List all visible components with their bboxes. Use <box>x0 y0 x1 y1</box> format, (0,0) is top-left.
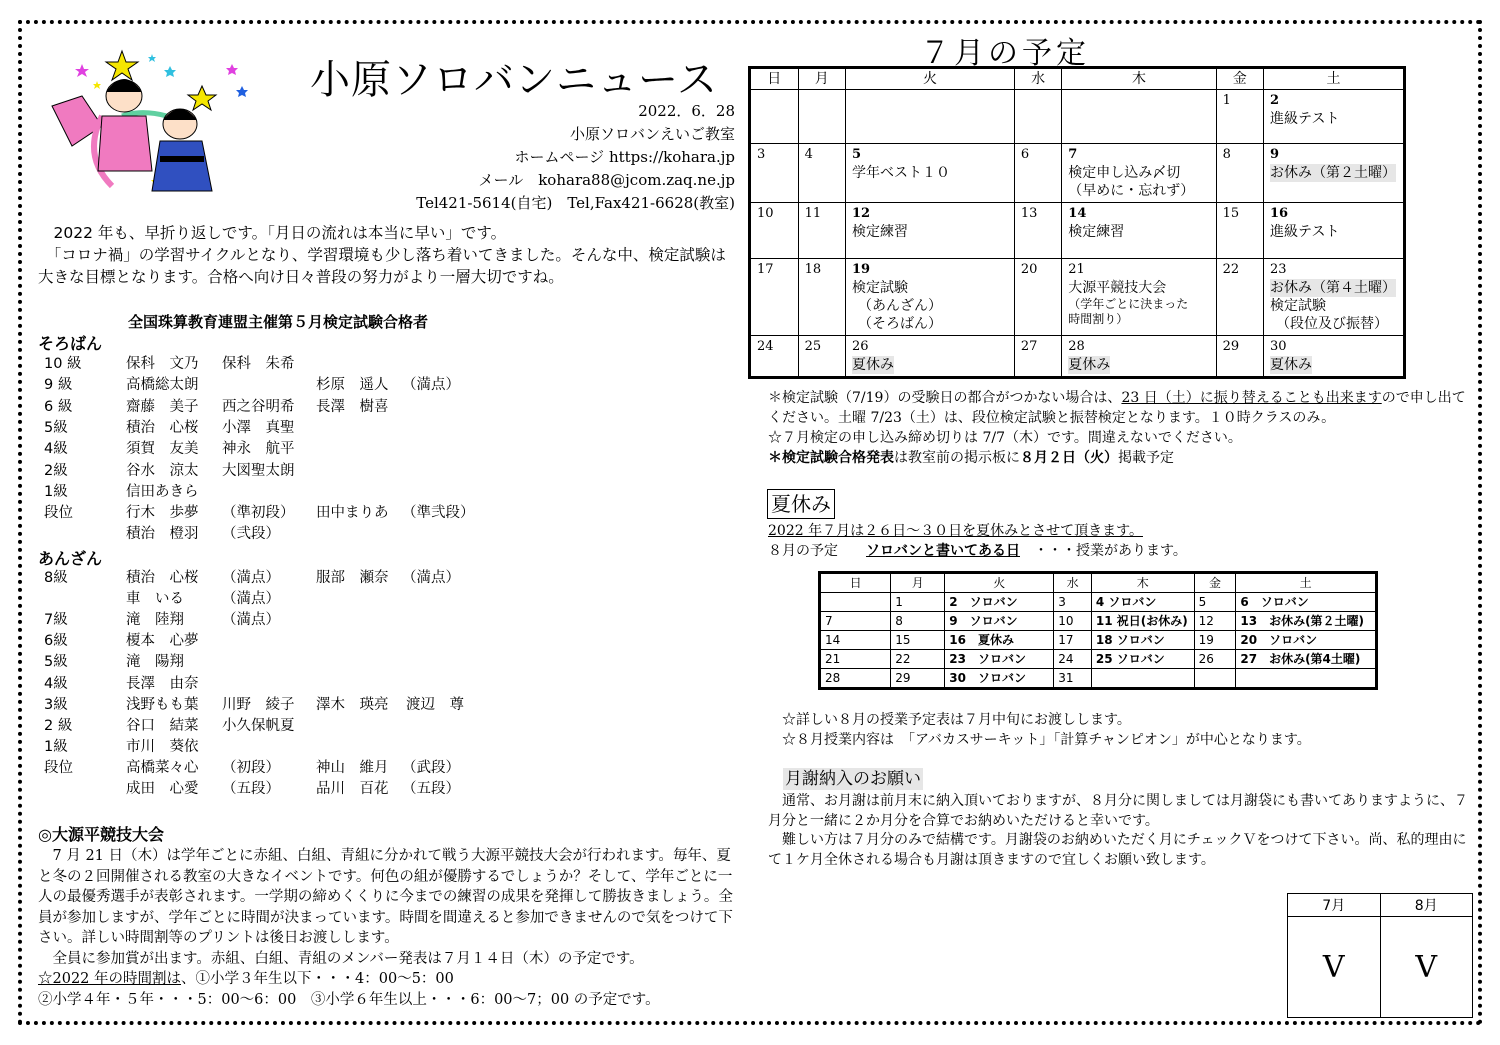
july-day-number: 8 <box>1222 147 1231 162</box>
august-day-cell: 11 祝日(お休み) <box>1091 612 1194 631</box>
fee-title: 月謝納入のお願い <box>785 769 921 789</box>
phone-numbers: Tel421-5614(自宅) Tel,Fax421-6628(教室) <box>416 194 735 212</box>
event-text <box>38 846 738 1010</box>
passer-cell: 保科 朱希 <box>222 356 295 372</box>
august-day-cell: 4 ソロバン <box>1091 593 1194 612</box>
check-mark-august: V <box>1380 917 1473 1018</box>
exam-notes <box>768 388 1468 468</box>
passer-cell: 澤木 瑛亮 <box>316 696 389 713</box>
passer-cell: 榎本 心夢 <box>126 633 199 650</box>
july-event: 検定練習 <box>1068 224 1125 240</box>
july-day-cell <box>845 90 1014 144</box>
august-day-cell: 15 <box>891 631 945 650</box>
july-day-cell <box>1062 259 1216 336</box>
july-day-number: 21 <box>1068 262 1085 277</box>
july-weekday-header: 日 <box>750 68 799 90</box>
july-day-cell <box>1014 336 1061 378</box>
august-day-cell: 8 <box>891 612 945 631</box>
july-day-number: 14 <box>1068 206 1087 221</box>
july-day-cell <box>798 144 845 203</box>
passer-cell: 服部 瀬奈 <box>316 570 389 586</box>
passer-cell: 須賀 友美 <box>126 441 199 458</box>
july-day-cell <box>1062 336 1216 378</box>
august-day-cell <box>1194 669 1236 689</box>
july-day-number: 27 <box>1020 339 1038 354</box>
star-icon <box>188 86 216 110</box>
summer-title: 夏休み <box>767 489 835 519</box>
passer-cell: 車 いる <box>126 591 184 608</box>
august-day-cell: 14 <box>820 631 891 650</box>
july-day-cell <box>845 259 1014 336</box>
august-day-cell: 30 ソロバン <box>945 669 1054 689</box>
july-event: 検定申し込み〆切 <box>1068 165 1181 181</box>
star-icon <box>106 51 138 80</box>
july-day-number: 6 <box>1020 147 1030 162</box>
fee-paragraph: 通常、お月謝は前月末に納入頂いておりますが、８月分に関しましては月謝袋にも書いてありますように、７月分と一緒に２か月分を合算でお納めいただけると幸いです。 <box>768 793 1468 829</box>
july-day-cell <box>845 144 1014 203</box>
exam-note-3: ＊検定試験合格発表は教室前の掲示板に８月２日（火）掲載予定 <box>768 450 1174 466</box>
july-event: お休み（第４土曜） <box>1270 280 1396 296</box>
passer-cell: （満点） <box>222 591 280 608</box>
passer-cell: （満点） <box>402 570 460 586</box>
july-event-detail: 時間割り） <box>1068 312 1129 326</box>
july-day-cell <box>1264 203 1405 259</box>
july-day-cell <box>1014 90 1061 144</box>
august-notes <box>782 710 1311 750</box>
august-weekday-header: 土 <box>1236 573 1377 593</box>
july-weekday-header: 金 <box>1216 68 1263 90</box>
july-event-detail: 検定試験 <box>1270 298 1326 314</box>
august-day-cell: 5 <box>1194 593 1236 612</box>
july-day-number: 2 <box>1270 93 1280 108</box>
august-day-cell <box>820 593 891 612</box>
august-weekday-header: 月 <box>891 573 945 593</box>
july-day-number: 4 <box>804 147 813 162</box>
july-day-cell <box>1216 203 1263 259</box>
august-day-cell: 31 <box>1054 669 1092 689</box>
passer-cell: 10 級 <box>44 356 82 372</box>
july-day-number: 26 <box>851 339 869 354</box>
july-title: ７月の予定 <box>920 36 1090 71</box>
july-event: 検定試験 <box>851 280 908 296</box>
july-day-number: 22 <box>1222 262 1240 277</box>
passer-cell: 9 級 <box>44 377 73 394</box>
passer-cell: 行木 歩夢 <box>126 505 199 522</box>
august-day-cell <box>1236 669 1377 689</box>
july-day-cell <box>798 336 845 378</box>
july-day-cell <box>750 259 799 336</box>
august-day-cell: 28 <box>820 669 891 689</box>
passer-cell: （準初段） <box>222 505 295 522</box>
event-schedule-label: ☆2022 年の時間割は <box>38 971 182 987</box>
school-name: 小原ソロバンえいご教室 <box>569 125 735 143</box>
july-day-number: 3 <box>757 147 766 162</box>
july-weekday-header: 火 <box>845 68 1014 90</box>
passer-cell: （満点） <box>402 377 460 394</box>
issue-date: 2022．6．28 <box>638 102 735 120</box>
passer-cell: 7級 <box>44 612 68 629</box>
passer-cell: 浅野もも葉 <box>126 696 199 713</box>
fee-paragraph: 難しい方は７月分のみで結構です。月謝袋のお納めいただく月にチェックＶをつけて下さい。尚、私的理由にて１ケ月全休される場合も月謝は頂きますので宜しくお願い致します。 <box>768 832 1467 868</box>
email-address: メール kohara88@jcom.zaq.ne.jp <box>478 171 735 189</box>
passer-cell: 長澤 樹喜 <box>316 398 389 415</box>
fee-text <box>768 792 1468 870</box>
july-day-number: 24 <box>757 339 774 354</box>
july-day-cell <box>1062 203 1216 259</box>
passer-cell: 4級 <box>44 441 68 458</box>
july-day-number: 10 <box>757 206 774 221</box>
passer-cell: 保科 文乃 <box>126 356 199 372</box>
august-day-cell: 7 <box>820 612 891 631</box>
event-schedule <box>38 969 738 990</box>
july-week-row <box>750 336 1405 378</box>
august-note: ☆詳しい８月の授業予定表は７月中旬にお渡しします。 <box>782 712 1131 728</box>
july-weekday-header: 土 <box>1264 68 1405 90</box>
july-day-number: 25 <box>804 339 822 354</box>
passer-cell: （弐段） <box>222 526 280 543</box>
july-day-cell <box>750 203 799 259</box>
july-day-cell <box>1216 90 1263 144</box>
august-weekday-header: 日 <box>820 573 891 593</box>
july-event: 学年ベスト１０ <box>851 165 950 181</box>
check-month-august: 8月 <box>1380 894 1473 917</box>
august-day-cell: 13 お休み(第２土曜) <box>1236 612 1377 631</box>
passer-cell: 成田 心愛 <box>126 781 199 797</box>
august-week-row <box>820 631 1377 650</box>
july-day-cell <box>1014 203 1061 259</box>
august-day-cell: 17 <box>1054 631 1092 650</box>
passer-cell: （準弐段） <box>402 505 475 522</box>
passer-cell: 長澤 由奈 <box>126 675 199 692</box>
july-day-number: 29 <box>1222 339 1240 354</box>
event-schedule-rest: 、①小学３年生以下・・・4：00～5：00 <box>181 971 454 987</box>
july-day-cell <box>1264 336 1405 378</box>
july-day-cell <box>750 336 799 378</box>
july-day-cell <box>798 90 845 144</box>
july-event: 夏休み <box>1068 357 1111 373</box>
july-day-number: 17 <box>757 262 774 277</box>
july-day-cell <box>750 90 799 144</box>
payment-check-box <box>1287 893 1473 1018</box>
july-event: 大源平競技大会 <box>1068 280 1167 296</box>
july-day-cell <box>845 336 1014 378</box>
july-day-cell <box>1014 144 1061 203</box>
passer-cell: （五段） <box>222 781 280 797</box>
august-weekday-header: 水 <box>1054 573 1092 593</box>
passer-cell: 西之谷明希 <box>222 398 295 415</box>
july-day-cell <box>1264 90 1405 144</box>
event-paragraph: 7 月 21 日（木）は学年ごとに赤組、白組、青組に分かれて戦う大源平競技大会が行われます。毎年、夏と冬の２回開催される教室の大きなイベントです。何色の組が優勝するでしょうか？そして、学年ごとに一人の最優秀選手が表彰されます。一学期の締めくくりに今までの練習の成果を発揮して勝抜きましょう。全員が参加しますが、学年ごとに時間が決まっています。時間を間違えると参加できませんので気をつけて下さい。詳しい時間割等のプリントは後日お渡しします。 <box>38 848 733 946</box>
passer-cell: 神山 維月 <box>316 759 389 776</box>
july-event-detail: （そろばん） <box>857 316 942 332</box>
august-day-cell: 24 <box>1054 650 1092 669</box>
passer-cell: 市川 葵依 <box>126 738 199 755</box>
july-day-number: 20 <box>1020 262 1038 277</box>
july-day-number: 11 <box>804 206 822 221</box>
july-day-cell <box>1062 144 1216 203</box>
july-day-number: 16 <box>1270 206 1289 221</box>
july-day-cell <box>845 203 1014 259</box>
august-day-cell <box>1091 669 1194 689</box>
july-day-cell <box>1264 259 1405 336</box>
august-weekday-header: 火 <box>945 573 1054 593</box>
august-day-cell: 20 ソロバン <box>1236 631 1377 650</box>
august-day-cell: 2 ソロバン <box>945 593 1054 612</box>
passers-title: 全国珠算教育連盟主催第５月検定試験合格者 <box>128 313 429 331</box>
event-schedule-line2: ②小学４年・５年・・・5：00～6：00 ③小学６年生以上・・・6：00～7；00 の予定です。 <box>38 991 660 1008</box>
july-weekday-header: 水 <box>1014 68 1061 90</box>
august-weekday-header: 木 <box>1091 573 1194 593</box>
passer-cell: 6 級 <box>44 398 73 415</box>
homepage-url: ホームページ https://kohara.jp <box>514 148 735 166</box>
passer-cell: （満点） <box>222 570 280 586</box>
passer-cell: 谷水 涼太 <box>126 462 199 479</box>
august-day-cell: 21 <box>820 650 891 669</box>
july-event: 検定練習 <box>851 224 908 240</box>
passer-cell: 3級 <box>44 696 68 713</box>
passer-cell: 積治 心桜 <box>126 419 199 436</box>
passer-cell: 8級 <box>44 570 68 586</box>
check-month-july: 7月 <box>1288 894 1381 917</box>
july-day-cell <box>750 144 799 203</box>
july-day-cell <box>1264 144 1405 203</box>
passer-cell: 段位 <box>44 759 73 776</box>
passer-cell: 6級 <box>44 633 68 650</box>
passer-cell: 川野 綾子 <box>222 696 295 713</box>
passer-cell: 谷口 結菜 <box>126 717 199 734</box>
july-day-number: 13 <box>1020 206 1038 221</box>
passer-cell: 小久保帆夏 <box>222 717 295 734</box>
august-plan-line: ８月の予定 ソロバンと書いてある日 ・・・授業があります。 <box>768 543 1187 559</box>
july-day-number: 12 <box>851 206 871 221</box>
july-event-detail: （段位及び振替） <box>1276 316 1388 332</box>
august-week-row <box>820 593 1377 612</box>
passer-cell: 杉原 遥人 <box>316 377 389 394</box>
passer-cell: （満点） <box>222 612 280 629</box>
august-day-cell: 16 夏休み <box>945 631 1054 650</box>
passer-cell: 1級 <box>44 738 68 755</box>
july-day-number: 15 <box>1222 206 1240 221</box>
july-week-row <box>750 259 1405 336</box>
july-day-number: 7 <box>1068 147 1078 162</box>
july-day-number: 9 <box>1270 147 1280 162</box>
passer-cell: 齋藤 美子 <box>126 398 199 415</box>
july-day-cell <box>798 259 845 336</box>
passer-cell: 渡辺 尊 <box>406 696 464 713</box>
august-day-cell: 26 <box>1194 650 1236 669</box>
july-week-row <box>750 90 1405 144</box>
passer-cell: 品川 百花 <box>316 781 389 797</box>
exam-note-1: ＊検定試験（7/19）の受験日の都合がつかない場合は、23 日（土）に振り替えることも出来ますので申し出てください。土曜 7/23（土）は、段位検定試験と振替検定となります。１０時クラスのみ。 <box>768 390 1466 426</box>
passer-cell: 段位 <box>44 505 73 522</box>
summer-period: 2022 年７月は２６日～３０日を夏休みとさせて頂きます。 <box>768 523 1143 539</box>
passer-cell: 滝 陽翔 <box>126 654 184 671</box>
passer-cell: （初段） <box>222 759 280 776</box>
july-weekday-header: 月 <box>798 68 845 90</box>
august-day-cell: 22 <box>891 650 945 669</box>
july-day-cell <box>1216 144 1263 203</box>
passer-cell: 高橋菜々心 <box>126 759 199 776</box>
passer-cell: 積治 橙羽 <box>126 526 199 543</box>
passer-cell: 信田あきら <box>126 483 199 500</box>
passer-cell: （武段） <box>402 759 460 776</box>
july-day-number: 23 <box>1270 262 1287 277</box>
july-calendar <box>748 66 1406 379</box>
july-day-number: 30 <box>1270 339 1287 354</box>
summer-text <box>768 521 1187 561</box>
august-calendar <box>818 571 1378 690</box>
august-day-cell: 25 ソロバン <box>1091 650 1194 669</box>
anzan-heading: あんざん <box>38 549 103 568</box>
august-week-row <box>820 612 1377 631</box>
july-event-detail: （あんざん） <box>857 298 942 314</box>
passer-cell: 5級 <box>44 654 68 671</box>
july-event: 進級テスト <box>1270 111 1340 127</box>
july-day-cell <box>1216 336 1263 378</box>
check-mark-july: V <box>1288 917 1381 1018</box>
july-event-detail: （学年ごとに決まった <box>1068 297 1189 311</box>
july-day-cell <box>1014 259 1061 336</box>
passer-cell: 神永 航平 <box>222 441 295 458</box>
july-event: 夏休み <box>1270 357 1312 373</box>
august-note: ☆８月授業内容は 「アバカスサーキット」「計算チャンピオン」が中心となります。 <box>782 732 1311 748</box>
july-day-cell <box>1216 259 1263 336</box>
august-week-row <box>820 650 1377 669</box>
july-day-number: 19 <box>851 262 871 277</box>
passer-cell: 5級 <box>44 419 68 436</box>
july-day-number: 1 <box>1222 93 1231 108</box>
august-weekday-header: 金 <box>1194 573 1236 593</box>
header-info <box>416 100 735 215</box>
july-event: お休み（第２土曜） <box>1270 165 1396 181</box>
intro-text <box>38 222 738 288</box>
august-day-cell: 3 <box>1054 593 1092 612</box>
july-week-row <box>750 144 1405 203</box>
july-event-detail: （早めに・忘れず） <box>1068 183 1195 199</box>
august-day-cell: 12 <box>1194 612 1236 631</box>
intro-paragraph: 「コロナ禍」の学習サイクルとなり、学習環境も少し落ち着いてきました。そんな中、検定試験は大きな目標となります。合格へ向け日々普段の努力がより一層大切ですね。 <box>38 246 726 286</box>
passer-cell: 2級 <box>44 462 68 479</box>
passer-cell: 高橋総太朗 <box>126 377 199 394</box>
august-day-cell: 1 <box>891 593 945 612</box>
event-paragraph: 全員に参加賞が出ます。赤組、白組、青組のメンバー発表は７月１４日（木）の予定です。 <box>38 950 644 967</box>
passer-cell: 大図聖太朗 <box>222 462 295 479</box>
exam-note-2: ☆７月検定の申し込み締め切りは 7/7（木）です。間違えないでください。 <box>768 430 1242 446</box>
passer-cell: 4級 <box>44 675 68 692</box>
july-day-number: 5 <box>851 147 862 162</box>
event-title: ◎大源平競技大会 <box>38 825 164 844</box>
august-week-row <box>820 669 1377 689</box>
july-event: 進級テスト <box>1270 224 1340 240</box>
july-day-cell <box>1062 90 1216 144</box>
passer-cell: 滝 陸翔 <box>126 612 184 629</box>
july-event: 夏休み <box>851 357 894 373</box>
august-day-cell: 9 ソロバン <box>945 612 1054 631</box>
august-day-cell: 6 ソロバン <box>1236 593 1377 612</box>
july-weekday-header: 木 <box>1062 68 1216 90</box>
intro-paragraph: 2022 年も、早折り返しです。「月日の流れは本当に早い」です。 <box>38 224 507 242</box>
passer-cell: 小澤 真聖 <box>222 419 295 436</box>
august-day-cell: 23 ソロバン <box>945 650 1054 669</box>
august-day-cell: 18 ソロバン <box>1091 631 1194 650</box>
july-day-cell <box>798 203 845 259</box>
tanabata-illustration <box>42 46 252 196</box>
august-day-cell: 27 お休み(第4土曜) <box>1236 650 1377 669</box>
july-day-number: 28 <box>1068 339 1085 354</box>
july-week-row <box>750 203 1405 259</box>
passer-cell: 2 級 <box>44 717 73 734</box>
august-day-cell: 19 <box>1194 631 1236 650</box>
august-day-cell: 29 <box>891 669 945 689</box>
passer-cell: （五段） <box>402 781 460 797</box>
soroban-heading: そろばん <box>38 334 103 353</box>
august-day-cell: 10 <box>1054 612 1092 631</box>
passer-cell: 1級 <box>44 483 68 500</box>
passer-cell: 積治 心桜 <box>126 570 199 586</box>
passer-cell: 田中まりあ <box>316 505 389 522</box>
july-day-number: 18 <box>804 262 822 277</box>
newsletter-title: 小原ソロバンニュース <box>310 57 718 103</box>
